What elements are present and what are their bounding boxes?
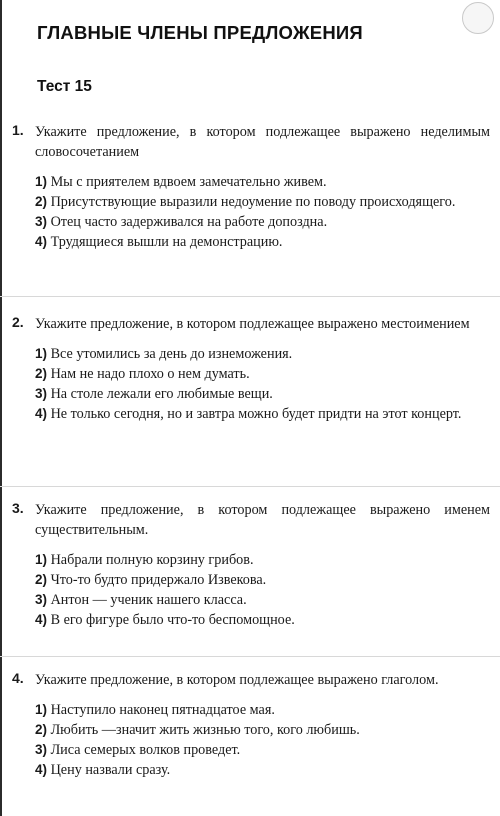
option-number: 2) <box>35 194 48 209</box>
option-text: На столе лежали его любимые вещи. <box>50 386 273 402</box>
option-text: Присутствующие выразили недоумение по поводу происходящего. <box>50 194 456 210</box>
option[interactable] <box>35 404 490 424</box>
option-number: 2) <box>35 366 48 381</box>
option[interactable] <box>35 760 490 780</box>
question-2 <box>0 314 500 424</box>
option-text: Все утомились за день до изнеможения. <box>50 346 293 362</box>
option[interactable] <box>35 740 490 760</box>
option-number: 2) <box>35 722 48 737</box>
option-text: Наступило наконец пятнадцатое мая. <box>50 702 275 718</box>
option-number: 1) <box>35 552 48 567</box>
option[interactable] <box>35 700 490 720</box>
options-list <box>35 344 490 424</box>
option-number: 4) <box>35 406 48 421</box>
option-number: 3) <box>35 386 48 401</box>
option-text: Мы с приятелем вдвоем замечательно живем. <box>50 174 327 190</box>
option-number: 1) <box>35 174 48 189</box>
options-list <box>35 700 490 780</box>
section-divider <box>0 656 500 657</box>
question-text: Укажите предложение, в котором подлежащее выражено именем существительным. <box>35 502 490 538</box>
question-number: 4. <box>12 670 24 686</box>
question-3 <box>0 500 500 630</box>
option[interactable] <box>35 550 490 570</box>
option[interactable] <box>35 570 490 590</box>
question-text: Укажите предложение, в котором подлежащее выражено неделимым словосочетанием <box>35 124 490 160</box>
option[interactable] <box>35 720 490 740</box>
option-text: В его фигуре было что-то беспомощное. <box>50 612 295 628</box>
option[interactable] <box>35 590 490 610</box>
option-text: Трудящиеся вышли на демонстрацию. <box>50 234 283 250</box>
option-text: Что-то будто придержало Извекова. <box>50 572 267 588</box>
question-1 <box>0 122 500 252</box>
option[interactable] <box>35 384 490 404</box>
option-number: 3) <box>35 742 48 757</box>
option-number: 4) <box>35 612 48 627</box>
option-text: Цену назвали сразу. <box>50 762 171 778</box>
option[interactable] <box>35 364 490 384</box>
option-number: 3) <box>35 592 48 607</box>
option-number: 1) <box>35 702 48 717</box>
question-text: Укажите предложение, в котором подлежащее выражено глаголом. <box>35 672 439 688</box>
option-text: Антон — ученик нашего класса. <box>50 592 247 608</box>
options-list <box>35 550 490 630</box>
question-number: 2. <box>12 314 24 330</box>
question-number: 3. <box>12 500 24 516</box>
corner-circle <box>462 2 494 34</box>
section-divider <box>0 486 500 487</box>
option-number: 1) <box>35 346 48 361</box>
option[interactable] <box>35 232 490 252</box>
option[interactable] <box>35 344 490 364</box>
option-text: Нам не надо плохо о нем думать. <box>50 366 250 382</box>
question-number: 1. <box>12 122 24 138</box>
option-number: 2) <box>35 572 48 587</box>
question-4 <box>0 670 500 780</box>
page-title: ГЛАВНЫЕ ЧЛЕНЫ ПРЕДЛОЖЕНИЯ <box>37 22 363 43</box>
test-number: Тест 15 <box>37 78 92 95</box>
option-text: Лиса семерых волков проведет. <box>50 742 241 758</box>
section-divider <box>0 296 500 297</box>
option-text: Набрали полную корзину грибов. <box>50 552 254 568</box>
option-number: 3) <box>35 214 48 229</box>
option[interactable] <box>35 172 490 192</box>
option[interactable] <box>35 610 490 630</box>
option[interactable] <box>35 192 490 212</box>
options-list <box>35 172 490 252</box>
option-text: Отец часто задерживался на работе допоздна. <box>50 214 328 230</box>
question-text: Укажите предложение, в котором подлежащее выражено местоимением <box>35 316 470 332</box>
option-text: Не только сегодня, но и завтра можно будет придти на этот концерт. <box>50 406 462 422</box>
option-text: Любить —значит жить жизнью того, кого любишь. <box>50 722 360 738</box>
option[interactable] <box>35 212 490 232</box>
option-number: 4) <box>35 762 48 777</box>
option-number: 4) <box>35 234 48 249</box>
